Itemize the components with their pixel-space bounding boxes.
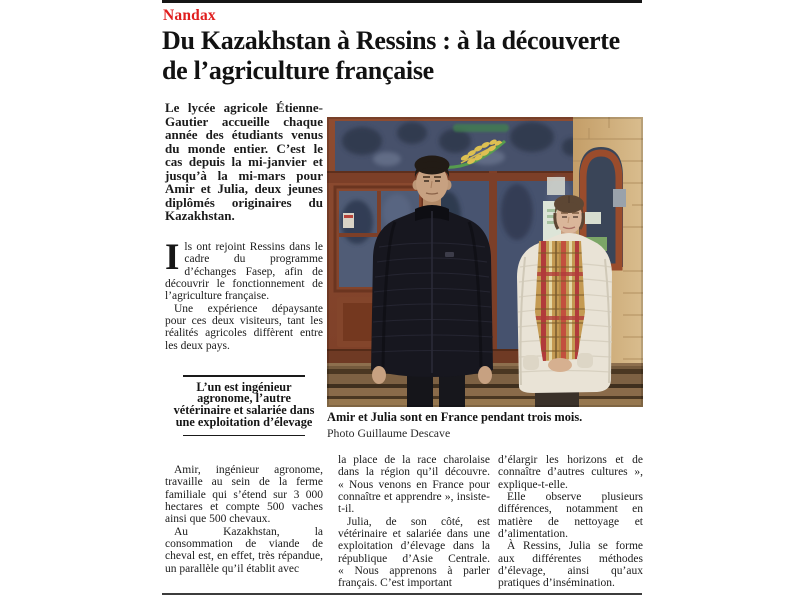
paragraph-1 [165,241,323,303]
paragraph-3: Amir, ingénieur agronome, travaille au sein de la ferme familiale qui s’étend sur 3 000 hectares et compte 500 vaches ainsi que 500 chevaux. [165,464,323,526]
pull-quote-block [165,375,323,436]
paragraph-1-text: ls ont rejoint Ressins dans le cadre du programme d’échanges Fasep, afin de découvrir le fonctionnement de l’agriculture française. [165,241,323,303]
pull-quote-rule-bottom [183,435,305,437]
top-rule [162,0,642,3]
drop-cap: I [165,241,180,278]
paragraph-2: Une expérience dépaysante pour ces deux visiteurs, tant les réalités agricoles diffèrent entre les deux pays. [165,302,323,352]
article-photo-illustration [327,117,643,407]
left-column-bottom [165,464,323,593]
lead-paragraph: Le lycée agricole Étienne-Gautier accueille chaque année des étudiants venus du monde entier. C’est le cas depuis la mi-janvier et jusqu’à la mi-mars pour Amir et Julia, deux jeunes diplômés originaires du Kazakhstan. [165,100,323,223]
paragraph-8: Elle observe plusieurs différences, notamment en matière de nettoyage et d’alimentation. [498,491,643,541]
article-page [160,0,646,600]
section-kicker: Nandax [163,7,216,24]
paragraph-4: Au Kazakhstan, la consommation de viande de cheval est, en effet, très répandue, un parallèle qu’il établit avec [165,525,323,575]
bottom-rule [162,593,642,595]
paragraph-5: la place de la race charolaise dans la région qu’il découvre. « Nous venons en France pour connaître et apprendre », insiste-t-il. [338,454,490,516]
paragraph-9: À Ressins, Julia se forme aux différentes méthodes d’élevage, ainsi qu’aux pratiques d’insémination. [498,540,643,590]
right-column [498,454,643,593]
photo-credit: Photo Guillaume Descave [327,426,451,440]
pull-quote-text: L’un est ingénieur agronome, l’autre vétérinaire et salariée dans une exploitation d’élevage [173,379,315,429]
middle-column [338,454,490,593]
photo-caption: Amir et Julia sont en France pendant trois mois. [327,410,583,424]
paragraph-6: Julia, de son côté, est vétérinaire et salariée dans une exploitation d’élevage dans la république d’Asie Centrale. « Nous apprenons à parler français. C’est important [338,515,490,590]
paragraph-7: d’élargir les horizons et de connaître d’autres cultures », explique-t-elle. [498,454,643,491]
article-photo [327,117,643,407]
article-headline: Du Kazakhstan à Ressins : à la découverte de l’agriculture française [162,26,620,85]
left-column-top [165,241,323,374]
